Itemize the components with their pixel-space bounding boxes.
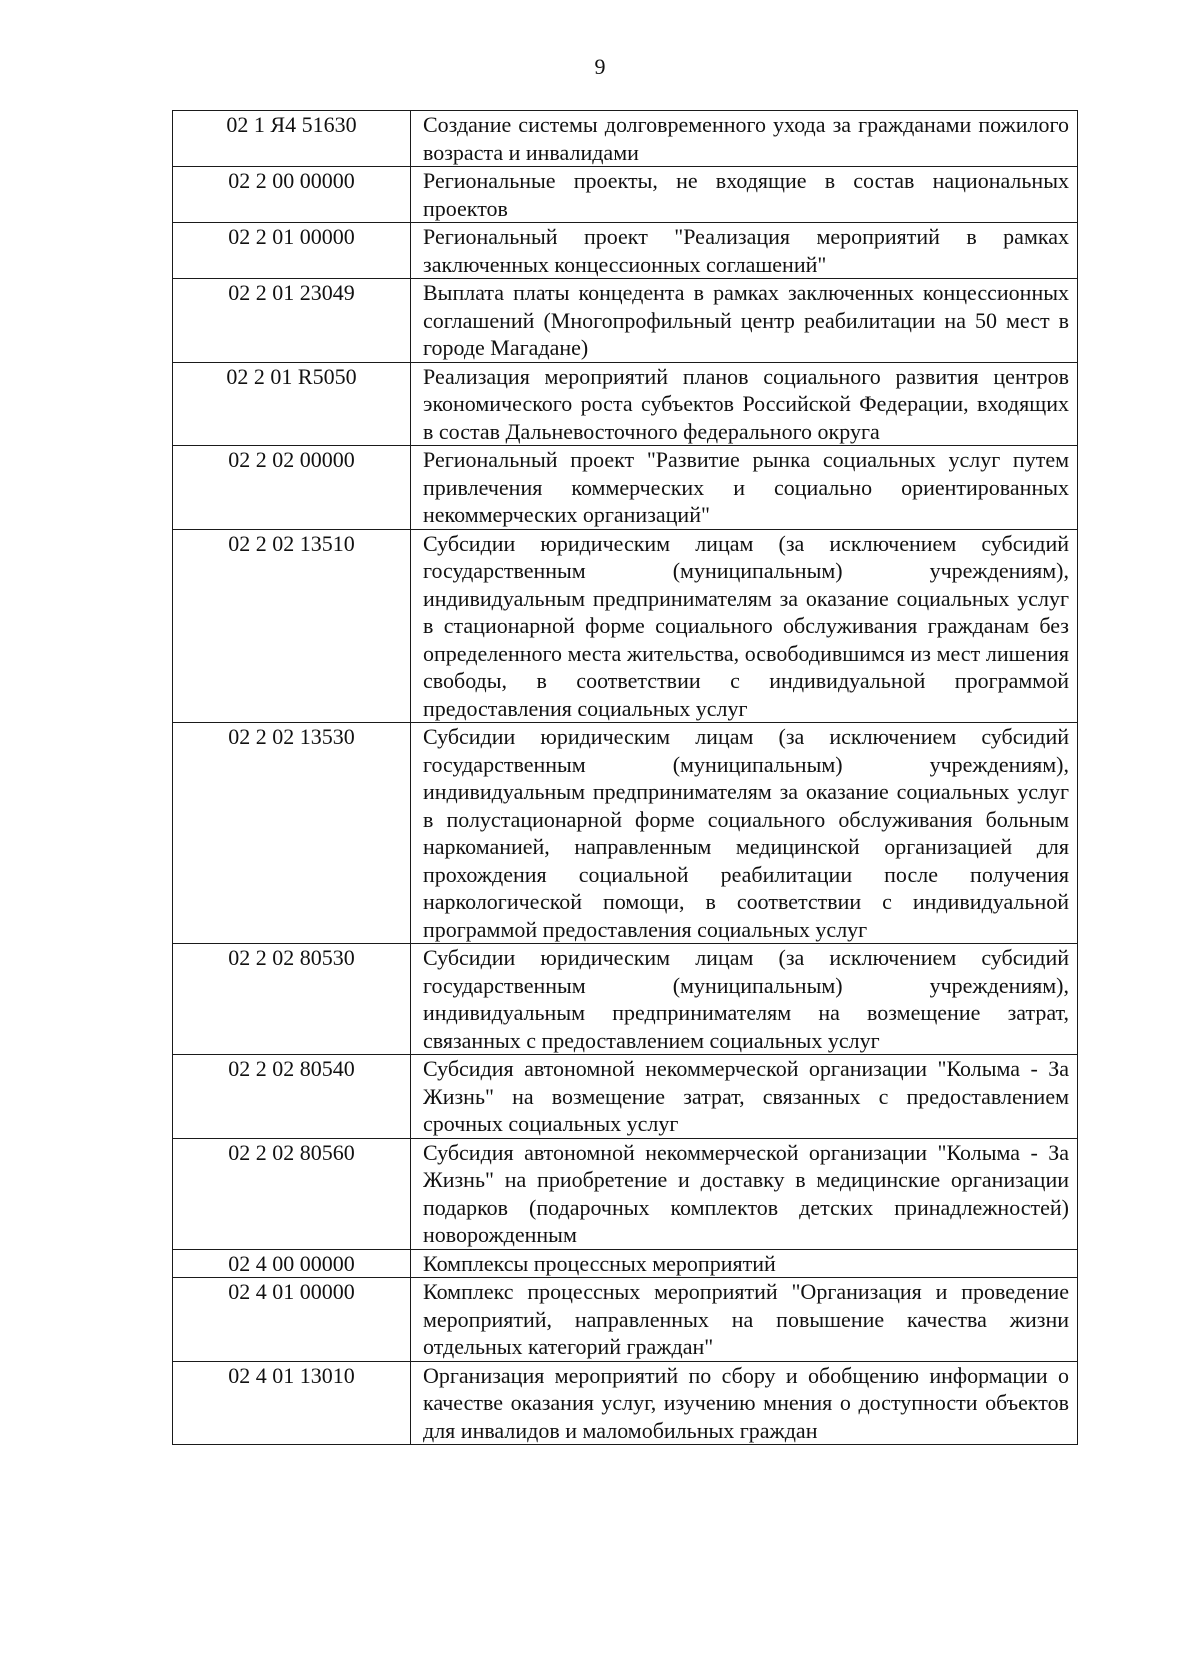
page-number: 9 — [594, 54, 606, 79]
row-description: Комплекс процессных мероприятий "Организация и проведение мероприятий, направленных на повышение качества жизни отдельных категорий граждан" — [411, 1278, 1078, 1362]
row-description: Субсидии юридическим лицам (за исключением субсидий государственным (муниципальным) учреждениям), индивидуальным предпринимателям на возмещение затрат, связанных с предоставлением социальных услуг — [411, 944, 1078, 1055]
row-code: 02 2 02 80560 — [173, 1138, 411, 1249]
row-description: Субсидия автономной некоммерческой организации "Колыма - За Жизнь" на возмещение затрат, связанных с предоставлением срочных социальных услуг — [411, 1055, 1078, 1139]
table-row — [173, 1249, 1078, 1278]
row-description: Субсидии юридическим лицам (за исключением субсидий государственным (муниципальным) учреждениям), индивидуальным предпринимателям за оказание социальных услуг в стационарной форме социального обслуживания гражданам без определенного места жительства, освободившимся из мест лишения свободы, в соответствии с индивидуальной программой предоставления социальных услуг — [411, 529, 1078, 723]
row-code: 02 2 02 13530 — [173, 723, 411, 944]
table-row — [173, 1278, 1078, 1362]
table-row — [173, 1055, 1078, 1139]
row-code: 02 2 00 00000 — [173, 167, 411, 223]
table-row — [173, 944, 1078, 1055]
row-code: 02 2 01 23049 — [173, 279, 411, 363]
table-row — [173, 529, 1078, 723]
row-code: 02 2 01 00000 — [173, 223, 411, 279]
row-description: Субсидия автономной некоммерческой организации "Колыма - За Жизнь" на приобретение и доставку в медицинские организации подарков (подарочных комплектов детских принадлежностей) новорожденным — [411, 1138, 1078, 1249]
table-row — [173, 111, 1078, 167]
table-row — [173, 279, 1078, 363]
row-description: Региональные проекты, не входящие в состав национальных проектов — [411, 167, 1078, 223]
row-description: Региональный проект "Реализация мероприятий в рамках заключенных концессионных соглашений" — [411, 223, 1078, 279]
table-row — [173, 446, 1078, 530]
table-row — [173, 1361, 1078, 1445]
table-row — [173, 223, 1078, 279]
row-code: 02 2 01 R5050 — [173, 362, 411, 446]
row-code: 02 1 Я4 51630 — [173, 111, 411, 167]
budget-classification-table — [172, 110, 1078, 1445]
row-description: Организация мероприятий по сбору и обобщению информации о качестве оказания услуг, изучению мнения о доступности объектов для инвалидов и маломобильных граждан — [411, 1361, 1078, 1445]
row-description: Субсидии юридическим лицам (за исключением субсидий государственным (муниципальным) учреждениям), индивидуальным предпринимателям за оказание социальных услуг в полустационарной форме социального обслуживания больным наркоманией, направленным медицинской организацией для прохождения социальной реабилитации после получения наркологической помощи, в соответствии с индивидуальной программой предоставления социальных услуг — [411, 723, 1078, 944]
row-code: 02 2 02 13510 — [173, 529, 411, 723]
table-body — [173, 111, 1078, 1445]
row-description: Выплата платы концедента в рамках заключенных концессионных соглашений (Многопрофильный центр реабилитации на 50 мест в городе Магадане) — [411, 279, 1078, 363]
row-code: 02 2 02 80540 — [173, 1055, 411, 1139]
table-row — [173, 723, 1078, 944]
row-description: Региональный проект "Развитие рынка социальных услуг путем привлечения коммерческих и социально ориентированных некоммерческих организаций" — [411, 446, 1078, 530]
row-description: Комплексы процессных мероприятий — [411, 1249, 1078, 1278]
table-row — [173, 1138, 1078, 1249]
row-description: Создание системы долговременного ухода за гражданами пожилого возраста и инвалидами — [411, 111, 1078, 167]
table-row — [173, 167, 1078, 223]
row-description: Реализация мероприятий планов социального развития центров экономического роста субъектов Российской Федерации, входящих в состав Дальневосточного федерального округа — [411, 362, 1078, 446]
row-code: 02 4 01 00000 — [173, 1278, 411, 1362]
row-code: 02 4 00 00000 — [173, 1249, 411, 1278]
row-code: 02 4 01 13010 — [173, 1361, 411, 1445]
row-code: 02 2 02 80530 — [173, 944, 411, 1055]
row-code: 02 2 02 00000 — [173, 446, 411, 530]
table-row — [173, 362, 1078, 446]
